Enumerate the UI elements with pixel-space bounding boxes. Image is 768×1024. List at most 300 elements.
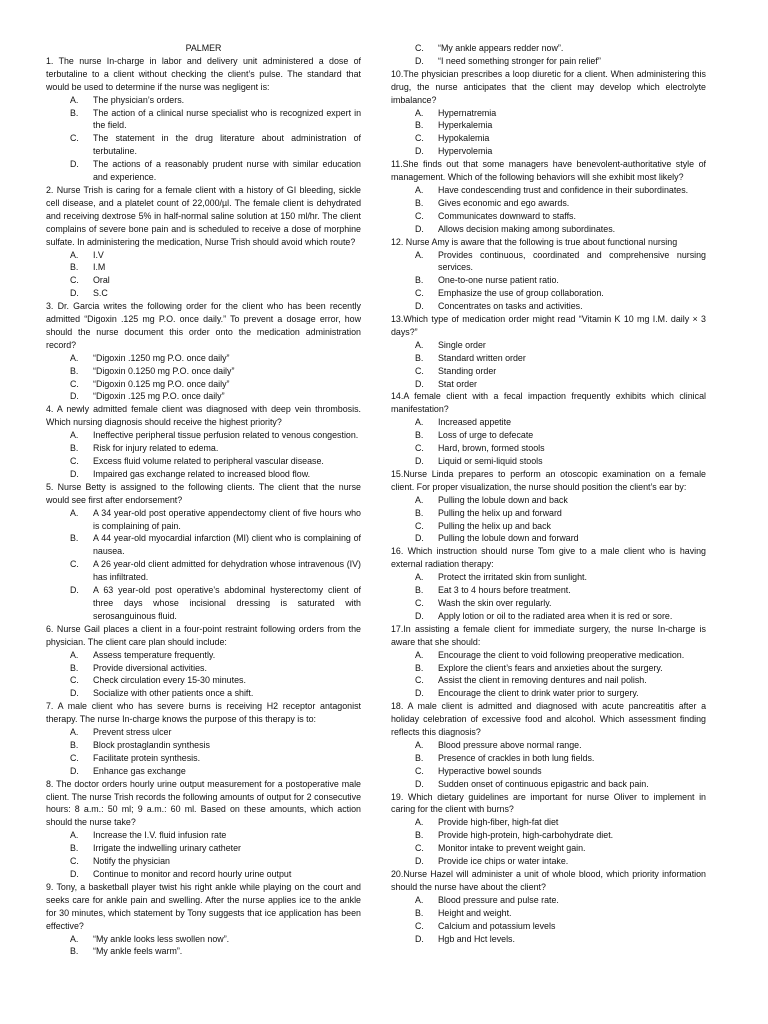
- question-stem: 11.She finds out that some managers have benevolent-authoritative style of management. Which of the following behaviors will she exhibit most likely?: [391, 159, 706, 183]
- answer-option: [46, 429, 361, 442]
- option-letter: A.: [70, 830, 79, 841]
- option-letter: B.: [70, 107, 79, 118]
- answer-option: [391, 894, 706, 907]
- answer-option: [391, 145, 706, 158]
- option-letter: C.: [70, 275, 79, 286]
- question-stem: 18. A male client is admitted and diagnosed with acute pancreatitis after a holiday celebration of excessive food and alcohol. Which assessment finding reflects this diagnosis?: [391, 701, 706, 738]
- answer-option: [391, 55, 706, 68]
- question-item: [391, 68, 706, 158]
- option-letter: D.: [415, 223, 424, 234]
- option-letter: C.: [70, 559, 79, 570]
- answer-option: [391, 687, 706, 700]
- option-text: Assess temperature frequently.: [93, 649, 216, 660]
- answer-option: [46, 468, 361, 481]
- option-letter: C.: [415, 675, 424, 686]
- question-stem: 9. Tony, a basketball player twist his right ankle while playing on the court and seeks care for ankle pain and swelling. After the nurse applies ice to the ankle for 30 minutes, which statement by Tony suggests that ice application has been effective?: [46, 881, 361, 931]
- option-text: Single order: [438, 339, 486, 350]
- option-text: Emphasize the use of group collaboration.: [438, 288, 604, 299]
- answer-options: [46, 726, 361, 778]
- answer-option: [391, 210, 706, 223]
- option-letter: B.: [70, 739, 79, 750]
- option-letter: A.: [70, 94, 79, 105]
- option-letter: D.: [70, 765, 79, 776]
- option-letter: C.: [415, 210, 424, 221]
- question-stem: 6. Nurse Gail places a client in a four-point restraint following orders from the physician. The client care plan should include:: [46, 623, 361, 647]
- option-text: Excess fluid volume related to peripheral vascular disease.: [93, 456, 324, 466]
- answer-options: [46, 933, 361, 959]
- answer-option: [46, 687, 361, 700]
- answer-options: [391, 249, 706, 314]
- answer-option: [391, 765, 706, 778]
- option-text: Hypervolemia: [438, 146, 493, 157]
- option-text: Irrigate the indwelling urinary catheter: [93, 843, 241, 854]
- option-letter: A.: [415, 649, 424, 660]
- option-letter: A.: [415, 107, 424, 118]
- answer-option: [46, 455, 361, 468]
- option-text: Check circulation every 15-30 minutes.: [93, 675, 246, 686]
- option-letter: A.: [70, 649, 79, 660]
- option-text: Hypernatremia: [438, 107, 497, 118]
- answer-option: [391, 752, 706, 765]
- option-text: “My ankle appears redder now”.: [438, 43, 564, 53]
- question-item: [391, 390, 706, 467]
- option-text: “Digoxin .125 mg P.O. once daily”: [93, 391, 225, 402]
- option-text: Provide high-fiber, high-fat diet: [438, 817, 559, 828]
- option-text: The statement in the drug literature about administration of terbutaline.: [93, 133, 361, 157]
- option-text: Ineffective peripheral tissue perfusion related to venous congestion.: [93, 430, 359, 441]
- question-stem: 15.Nurse Linda prepares to perform an otoscopic examination on a female client. For proper visualization, the nurse should position the client’s ear by:: [391, 468, 706, 492]
- answer-option: [46, 842, 361, 855]
- option-letter: D.: [415, 146, 424, 157]
- answer-options: [46, 249, 361, 301]
- option-letter: D.: [70, 585, 79, 596]
- question-stem: 16. Which instruction should nurse Tom give to a male client who is having external radiation therapy:: [391, 546, 706, 570]
- option-letter: C.: [415, 920, 424, 931]
- option-text: Enhance gas exchange: [93, 765, 186, 776]
- option-letter: A.: [70, 249, 79, 260]
- answer-option: [46, 532, 361, 558]
- answer-option: [391, 339, 706, 352]
- question-stem: 4. A newly admitted female client was diagnosed with deep vein thrombosis. Which nursing diagnosis should receive the highest priority?: [46, 404, 361, 428]
- option-text: “My ankle looks less swollen now”.: [93, 933, 230, 944]
- question-item: [391, 791, 706, 868]
- answer-option: [46, 261, 361, 274]
- question-item: [391, 868, 706, 945]
- option-letter: B.: [415, 585, 424, 596]
- option-letter: C.: [415, 133, 424, 144]
- option-text: Increased appetite: [438, 417, 512, 428]
- option-text: Presence of crackles in both lung fields.: [438, 752, 595, 763]
- answer-option: [46, 287, 361, 300]
- answer-option: [391, 287, 706, 300]
- answer-option: [391, 507, 706, 520]
- option-text: Loss of urge to defecate: [438, 430, 534, 441]
- option-text: Provide high-protein, high-carbohydrate diet.: [438, 830, 614, 841]
- option-letter: B.: [70, 365, 79, 376]
- answer-options: [46, 507, 361, 623]
- option-letter: B.: [70, 443, 79, 454]
- answer-option: [46, 752, 361, 765]
- option-letter: A.: [415, 739, 424, 750]
- question-stem: 7. A male client who has severe burns is receiving H2 receptor antagonist therapy. The nurse In-charge knows the purpose of this therapy is to:: [46, 701, 361, 725]
- question-item: [46, 300, 361, 403]
- answer-option: [46, 674, 361, 687]
- option-text: Impaired gas exchange related to increased blood flow.: [93, 468, 311, 479]
- option-letter: C.: [70, 456, 79, 466]
- option-letter: A.: [415, 339, 424, 350]
- answer-option: [46, 855, 361, 868]
- option-letter: C.: [415, 843, 424, 854]
- answer-option: [391, 42, 706, 55]
- question-item: [46, 55, 361, 184]
- option-text: Wash the skin over regularly.: [438, 597, 552, 608]
- answer-option: [391, 778, 706, 791]
- answer-option: [46, 649, 361, 662]
- option-letter: C.: [415, 288, 424, 299]
- answer-option: [391, 907, 706, 920]
- question-item: [46, 881, 361, 958]
- question-item: [391, 42, 706, 68]
- answer-option: [391, 365, 706, 378]
- question-item: [391, 468, 706, 545]
- answer-option: [391, 739, 706, 752]
- answer-option: [46, 507, 361, 533]
- question-stem: 1. The nurse In-charge in labor and delivery unit administered a dose of terbutaline to a client without checking the client’s pulse. The standard that would be used to determine if the nurse was negligent is:: [46, 55, 361, 92]
- option-text: Increase the I.V. fluid infusion rate: [93, 830, 227, 841]
- option-text: Encourage the client to drink water prior to surgery.: [438, 688, 639, 699]
- answer-option: [391, 132, 706, 145]
- option-text: A 26 year-old client admitted for dehydration whose intravenous (IV) has infiltrated.: [93, 559, 361, 583]
- answer-option: [46, 249, 361, 262]
- answer-option: [391, 249, 706, 275]
- option-letter: B.: [70, 843, 79, 854]
- answer-option: [391, 610, 706, 623]
- answer-option: [46, 107, 361, 133]
- answer-options: [391, 649, 706, 701]
- option-letter: D.: [415, 856, 424, 867]
- option-text: Blood pressure above normal range.: [438, 739, 582, 750]
- answer-option: [46, 662, 361, 675]
- question-stem: 5. Nurse Betty is assigned to the following clients. The client that the nurse would see first after endorsement?: [46, 481, 361, 505]
- option-letter: A.: [70, 430, 79, 441]
- option-text: Oral: [93, 275, 110, 286]
- answer-option: [391, 416, 706, 429]
- question-item: [46, 700, 361, 777]
- option-text: Apply lotion or oil to the radiated area when it is red or sore.: [438, 610, 673, 621]
- option-text: “Digoxin 0.1250 mg P.O. once daily”: [93, 365, 235, 376]
- answer-option: [46, 365, 361, 378]
- option-text: “Digoxin .1250 mg P.O. once daily”: [93, 352, 230, 363]
- option-text: Eat 3 to 4 hours before treatment.: [438, 585, 571, 596]
- option-letter: A.: [70, 727, 79, 738]
- option-text: Pulling the lobule down and forward: [438, 533, 579, 544]
- option-text: Pulling the helix up and back: [438, 520, 551, 531]
- answer-option: [46, 352, 361, 365]
- option-text: The actions of a reasonably prudent nurse with similar education and experience.: [93, 159, 361, 183]
- answer-option: [46, 868, 361, 881]
- option-letter: B.: [415, 507, 424, 518]
- option-text: Explore the client’s fears and anxieties about the surgery.: [438, 662, 663, 673]
- option-text: Socialize with other patients once a shift.: [93, 688, 254, 699]
- option-letter: A.: [415, 184, 424, 195]
- question-item: [391, 313, 706, 390]
- option-letter: B.: [415, 752, 424, 763]
- option-text: Standing order: [438, 365, 497, 376]
- answer-option: [391, 352, 706, 365]
- option-text: Encourage the client to void following preoperative medication.: [438, 649, 685, 660]
- option-text: Assist the client in removing dentures and nail polish.: [438, 675, 647, 686]
- option-text: “Digoxin 0.125 mg P.O. once daily”: [93, 378, 230, 389]
- option-text: “I need something stronger for pain relief”: [438, 55, 601, 66]
- option-letter: C.: [415, 520, 424, 531]
- answer-options: [46, 649, 361, 701]
- option-text: Continue to monitor and record hourly urine output: [93, 869, 292, 879]
- answer-option: [46, 132, 361, 158]
- answer-options: [391, 184, 706, 236]
- option-letter: B.: [415, 662, 424, 673]
- question-item: [391, 158, 706, 235]
- question-stem: 12. Nurse Amy is aware that the following is true about functional nursing: [391, 236, 678, 247]
- question-stem: 8. The doctor orders hourly urine output measurement for a postoperative male client. The nurse Trish records the following amounts of output for 2 consecutive hours: 8 a.m.: 50 ml; 9 a.m.: 60 ml. Based on these amounts, which action should the nurse take?: [46, 778, 361, 828]
- option-letter: A.: [70, 507, 79, 518]
- question-stem: 13.Which type of medication order might read “Vitamin K 10 mg I.M. daily × 3 days?”: [391, 314, 706, 337]
- answer-option: [391, 378, 706, 391]
- question-item: [46, 184, 361, 300]
- option-text: The physician’s orders.: [93, 94, 185, 105]
- option-text: “My ankle feels warm”.: [93, 946, 183, 957]
- option-text: Have condescending trust and confidence in their subordinates.: [438, 184, 689, 195]
- question-item: [46, 403, 361, 480]
- option-text: Hypokalemia: [438, 133, 490, 144]
- option-text: S.C: [93, 288, 108, 299]
- question-item: [391, 700, 706, 790]
- answer-options: [46, 829, 361, 881]
- question-stem: 14.A female client with a fecal impaction frequently exhibits which clinical manifestation?: [391, 391, 706, 415]
- option-letter: B.: [70, 662, 79, 673]
- answer-option: [391, 494, 706, 507]
- option-letter: C.: [70, 752, 79, 763]
- option-text: Monitor intake to prevent weight gain.: [438, 843, 586, 854]
- option-text: Hyperkalemia: [438, 120, 493, 131]
- option-letter: D.: [70, 159, 79, 170]
- option-letter: A.: [415, 572, 424, 583]
- question-stem: 2. Nurse Trish is caring for a female client with a history of GI bleeding, sickle cell disease, and a platelet count of 22,000/µl. The female client is dehydrated and receiving dextrose 5% in half-normal saline solution at 150 ml/hr. The client complains of severe bone pain and is scheduled to receive a dose of morphine sulfate. In administering the medication, Nurse Trish should avoid which route?: [46, 184, 361, 247]
- question-item: [46, 623, 361, 700]
- option-letter: B.: [70, 533, 79, 544]
- question-stem: 17.In assisting a female client for immediate surgery, the nurse In-charge is aware that she should:: [391, 623, 706, 647]
- answer-options: [391, 816, 706, 868]
- answer-options: [46, 94, 361, 184]
- question-item: [46, 481, 361, 623]
- option-text: Height and weight.: [438, 907, 512, 918]
- answer-option: [391, 662, 706, 675]
- option-text: Hyperactive bowel sounds: [438, 765, 542, 776]
- option-letter: A.: [70, 933, 79, 944]
- answer-option: [391, 816, 706, 829]
- option-letter: D.: [70, 468, 79, 479]
- answer-option: [391, 107, 706, 120]
- question-item: [391, 623, 706, 700]
- question-stem: 10.The physician prescribes a loop diuretic for a client. When administering this drug, the nurse anticipates that the client may develop which electrolyte imbalance?: [391, 68, 706, 105]
- option-text: Pulling the lobule down and back: [438, 494, 568, 505]
- right-column: [391, 42, 706, 1024]
- answer-option: [391, 119, 706, 132]
- answer-options: [391, 571, 706, 623]
- answer-options: [391, 739, 706, 791]
- option-letter: D.: [70, 688, 79, 699]
- answer-option: [391, 429, 706, 442]
- answer-option: [391, 584, 706, 597]
- answer-options: [391, 339, 706, 391]
- answer-option: [46, 378, 361, 391]
- answer-option: [46, 945, 361, 958]
- option-letter: D.: [415, 55, 424, 66]
- option-letter: D.: [415, 533, 424, 544]
- answer-option: [46, 274, 361, 287]
- option-letter: D.: [70, 288, 79, 299]
- option-text: Allows decision making among subordinates.: [438, 223, 616, 234]
- option-letter: A.: [415, 817, 424, 828]
- answer-option: [46, 765, 361, 778]
- option-text: Provide ice chips or water intake.: [438, 856, 569, 867]
- answer-option: [391, 571, 706, 584]
- answer-option: [391, 300, 706, 313]
- question-item: [46, 778, 361, 881]
- answer-option: [391, 197, 706, 210]
- option-text: Notify the physician: [93, 856, 170, 867]
- option-letter: C.: [415, 43, 424, 53]
- option-text: Liquid or semi-liquid stools: [438, 456, 543, 466]
- option-letter: C.: [70, 378, 79, 389]
- option-text: A 44 year-old myocardial infarction (MI) client who is complaining of nausea.: [93, 533, 361, 557]
- option-letter: D.: [415, 778, 424, 789]
- answer-option: [391, 855, 706, 868]
- option-text: Protect the irritated skin from sunlight.: [438, 572, 587, 583]
- answer-option: [46, 94, 361, 107]
- answer-option: [391, 223, 706, 236]
- option-letter: A.: [70, 352, 79, 363]
- question-stem: 19. Which dietary guidelines are important for nurse Oliver to implement in caring for the client with burns?: [391, 791, 706, 815]
- option-text: Communicates downward to staffs.: [438, 210, 576, 221]
- option-letter: C.: [415, 765, 424, 776]
- answer-option: [391, 442, 706, 455]
- option-text: I.M: [93, 262, 106, 273]
- option-text: Standard written order: [438, 352, 526, 363]
- answer-option: [46, 933, 361, 946]
- answer-option: [391, 674, 706, 687]
- answer-option: [391, 184, 706, 197]
- left-column: [46, 42, 361, 1024]
- option-text: One-to-one nurse patient ratio.: [438, 275, 559, 286]
- answer-option: [46, 829, 361, 842]
- option-text: Facilitate protein synthesis.: [93, 752, 201, 763]
- option-text: The action of a clinical nurse specialist who is recognized expert in the field.: [93, 107, 361, 131]
- option-letter: A.: [415, 249, 424, 260]
- option-letter: A.: [415, 494, 424, 505]
- answer-option: [391, 920, 706, 933]
- answer-option: [46, 442, 361, 455]
- option-letter: B.: [415, 120, 424, 131]
- option-letter: B.: [70, 262, 79, 273]
- answer-option: [46, 390, 361, 403]
- answer-options: [391, 107, 706, 159]
- answer-option: [391, 520, 706, 533]
- option-text: Provide diversional activities.: [93, 662, 207, 673]
- option-text: Risk for injury related to edema.: [93, 443, 219, 454]
- option-letter: B.: [415, 830, 424, 841]
- question-stem: 20.Nurse Hazel will administer a unit of whole blood, which priority information should the nurse have about the client?: [391, 869, 706, 892]
- option-letter: B.: [70, 946, 79, 957]
- answer-option: [391, 455, 706, 468]
- answer-option: [391, 649, 706, 662]
- answer-option: [46, 584, 361, 623]
- option-text: Block prostaglandin synthesis: [93, 739, 210, 750]
- option-text: I.V: [93, 249, 104, 260]
- option-letter: D.: [415, 610, 424, 621]
- document-title: PALMER: [185, 43, 222, 53]
- option-text: Prevent stress ulcer: [93, 727, 172, 738]
- answer-options: [46, 429, 361, 481]
- option-letter: D.: [415, 933, 424, 944]
- option-text: Calcium and potassium levels: [438, 920, 556, 931]
- option-letter: B.: [415, 430, 424, 441]
- answer-option: [46, 158, 361, 184]
- option-letter: D.: [415, 301, 424, 312]
- option-text: Hard, brown, formed stools: [438, 443, 545, 454]
- option-letter: C.: [70, 856, 79, 867]
- answer-option: [391, 842, 706, 855]
- option-text: Stat order: [438, 378, 477, 389]
- answer-option: [46, 558, 361, 584]
- option-letter: B.: [415, 907, 424, 918]
- option-letter: C.: [415, 597, 424, 608]
- option-letter: D.: [415, 456, 424, 466]
- option-letter: D.: [70, 869, 79, 879]
- option-text: Pulling the helix up and forward: [438, 507, 562, 518]
- option-text: Blood pressure and pulse rate.: [438, 894, 559, 905]
- option-letter: C.: [415, 443, 424, 454]
- option-letter: A.: [415, 894, 424, 905]
- option-letter: D.: [70, 391, 79, 402]
- option-text: Concentrates on tasks and activities.: [438, 301, 583, 312]
- answer-options: [391, 416, 706, 468]
- question-item: [391, 236, 706, 313]
- option-letter: C.: [415, 365, 424, 376]
- option-letter: D.: [415, 688, 424, 699]
- option-letter: C.: [70, 675, 79, 686]
- option-letter: A.: [415, 417, 424, 428]
- answer-option: [46, 739, 361, 752]
- answer-options: [391, 494, 706, 546]
- option-text: Sudden onset of continuous epigastric and back pain.: [438, 778, 649, 789]
- option-letter: B.: [415, 197, 424, 208]
- option-letter: C.: [70, 133, 79, 144]
- option-text: Gives economic and ego awards.: [438, 197, 570, 208]
- answer-options: [391, 894, 706, 946]
- option-letter: B.: [415, 275, 424, 286]
- question-item: [391, 545, 706, 622]
- option-text: Provides continuous, coordinated and comprehensive nursing services.: [438, 249, 706, 273]
- answer-option: [391, 274, 706, 287]
- option-text: A 34 year-old post operative appendectomy client of five hours who is complaining of pain.: [93, 507, 361, 531]
- answer-option: [46, 726, 361, 739]
- answer-option: [391, 532, 706, 545]
- option-letter: B.: [415, 352, 424, 363]
- answer-options: [46, 352, 361, 404]
- answer-options: [391, 42, 706, 68]
- answer-option: [391, 829, 706, 842]
- answer-option: [391, 933, 706, 946]
